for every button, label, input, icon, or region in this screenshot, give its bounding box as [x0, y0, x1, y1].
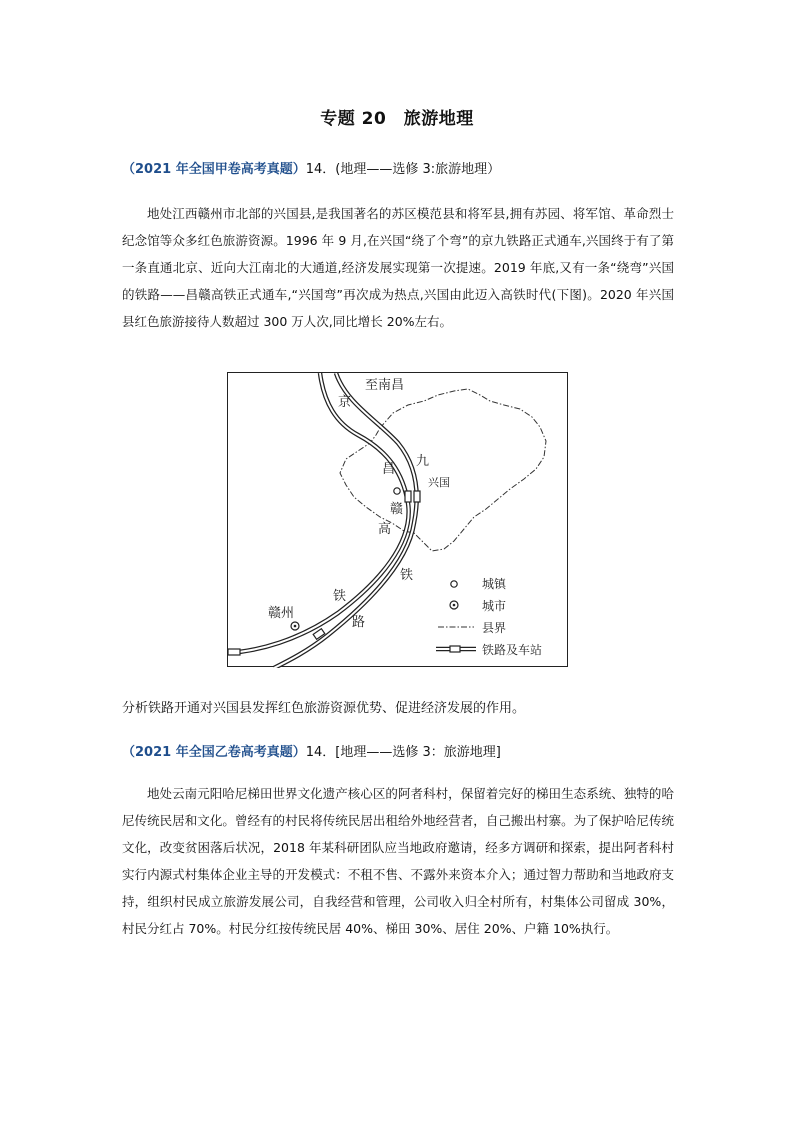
- county-border: [340, 389, 546, 551]
- station-terminal: [228, 649, 240, 655]
- question-header-2: [122, 741, 501, 760]
- railway-map: [227, 372, 568, 667]
- question-heading: 14．[地理——选修 3：旅游地理]: [305, 745, 501, 760]
- map-graphic: [228, 373, 569, 668]
- jingjiu-railway: [228, 373, 409, 653]
- label-gao: 高: [378, 522, 392, 537]
- xingguo-town-icon: [394, 488, 400, 494]
- legend-city: 城市: [482, 599, 507, 613]
- legend-railway-station: 铁路及车站: [482, 643, 543, 657]
- label-gan: 赣: [390, 502, 404, 517]
- label-tie-2: 铁: [333, 589, 347, 604]
- label-to-nanchang: 至南昌: [365, 378, 405, 393]
- passage-paragraph: 地处云南元阳哈尼梯田世界文化遗产核心区的阿者科村，保留着完好的梯田生态系统、独特的哈尼传统民居和文化。曾经有的村民将传统民居出租给外地经营者，自己搬出村寨。为了保护哈尼传统文化，改变贫困落后状况，2018 年某科研团队应当地政府邀请，经多方调研和探索，提出阿者科村实行内源式村集体企业主导的开发模式：不租不售、不露外来资本介入；通过智力帮助和当地政府支持，组织村民成立旅游发展公司，自我经营和管理，公司收入归全村所有，村集体公司留成 30%，村民分红占 70%。村民分红按传统民居 40%、梯田 30%、居住 20%、户籍 10%执行。: [122, 786, 674, 936]
- map-legend: [436, 576, 542, 657]
- passage-paragraph: 地处江西赣州市北部的兴国县,是我国著名的苏区模范县和将军县,拥有苏园、将军馆、革命烈士纪念馆等众多红色旅游资源。1996 年 9 月,在兴国“绕了个弯”的京九铁路正式通车,兴国终于有了第一条直通北京、近向大江南北的大通道,经济发展实现第一次提速。2019 年底,又有一条“绕弯”兴国的铁路——昌赣高铁正式通车,“兴国弯”再次成为热点,兴国由此迈入高铁时代(下图)。2020 年兴国县红色旅游接待人数超过 300 万人次,同比增长 20%左右。: [122, 206, 674, 329]
- source-tag: （2021 年全国乙卷高考真题）: [122, 745, 306, 760]
- question-heading: 14．(地理——选修 3:旅游地理）: [305, 162, 501, 177]
- label-ganzhou: 赣州: [268, 606, 295, 621]
- station-xingguo-a: [405, 491, 411, 502]
- label-jiu: 九: [416, 454, 430, 469]
- label-xingguo: 兴国: [428, 476, 450, 489]
- legend-town: 城镇: [482, 577, 507, 591]
- question-prompt: 分析铁路开通对兴国县发挥红色旅游资源优势、促进经济发展的作用。: [122, 701, 526, 716]
- station-xingguo-b: [414, 491, 420, 502]
- label-jing: 京: [338, 395, 352, 410]
- question-header-1: [122, 158, 500, 177]
- label-tie-1: 铁: [400, 568, 414, 583]
- legend-county-border: 县界: [482, 621, 507, 635]
- label-lu: 路: [352, 615, 366, 630]
- page-title: 专题 20 旅游地理: [320, 109, 474, 129]
- source-tag: （2021 年全国甲卷高考真题）: [122, 162, 306, 177]
- label-chang: 昌: [382, 462, 396, 477]
